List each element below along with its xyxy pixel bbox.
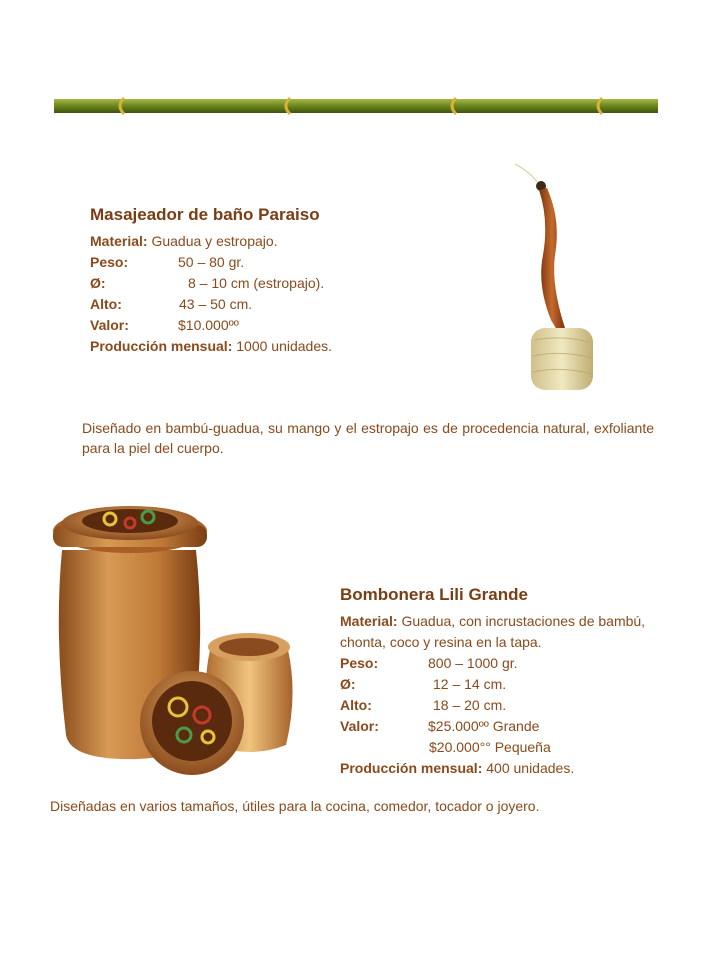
produccion-value: 1000 unidades. (236, 338, 333, 354)
product1-description: Diseñado en bambú-guadua, su mango y el estropajo es de procedencia natural, exfoliante para la piel del cuerpo. (82, 420, 654, 456)
product2-material-row (340, 611, 650, 653)
product2-valor-row-2 (340, 737, 650, 758)
product1-material-row (90, 231, 420, 252)
diameter-value: 12 – 14 cm. (433, 676, 507, 692)
product1-title: Masajeador de baño Paraiso (90, 205, 320, 224)
product2-peso-row (340, 653, 650, 674)
peso-label: Peso: (340, 655, 379, 671)
produccion-value: 400 unidades. (486, 760, 575, 776)
product1-alto-row (90, 294, 420, 315)
material-label: Material: (90, 233, 148, 249)
product1-diameter-row (90, 273, 420, 294)
produccion-label: Producción mensual: (90, 338, 233, 354)
product2-spec-block (340, 585, 650, 779)
alto-label: Alto: (340, 697, 372, 713)
valor-value: $10.000ºº (178, 317, 239, 333)
peso-value: 800 – 1000 gr. (428, 655, 518, 671)
diameter-label: Ø: (340, 676, 356, 692)
valor-value: $25.000ºº Grande (428, 718, 540, 734)
valor-label: Valor: (90, 317, 129, 333)
product1-valor-row (90, 315, 420, 336)
alto-label: Alto: (90, 296, 122, 312)
diameter-value: 8 – 10 cm (estropajo). (188, 275, 325, 291)
bamboo-pole-image (54, 96, 658, 116)
alto-value: 43 – 50 cm. (179, 296, 253, 312)
product2-valor-row (340, 716, 650, 737)
candy-jar-image (50, 495, 325, 785)
product2-description: Diseñadas en varios tamaños, útiles para la cocina, comedor, tocador o joyero. (50, 798, 540, 814)
product2-diameter-row (340, 674, 650, 695)
valor-value-small: $20.000°° Pequeña (429, 739, 551, 755)
valor-label: Valor: (340, 718, 379, 734)
product1-produccion-row (90, 336, 420, 357)
product1-peso-row (90, 252, 420, 273)
material-value: Guadua y estropajo. (151, 233, 278, 249)
bath-massager-image (505, 160, 615, 395)
product1-spec-block (90, 205, 420, 357)
alto-value: 18 – 20 cm. (433, 697, 507, 713)
product2-produccion-row (340, 758, 650, 779)
product2-alto-row (340, 695, 650, 716)
material-label: Material: (340, 613, 398, 629)
product2-title: Bombonera Lili Grande (340, 585, 528, 604)
peso-value: 50 – 80 gr. (178, 254, 245, 270)
material-value: Guadua, con incrustaciones de bambú, chonta, coco y resina en la tapa. (340, 613, 646, 650)
peso-label: Peso: (90, 254, 129, 270)
diameter-label: Ø: (90, 275, 106, 291)
produccion-label: Producción mensual: (340, 760, 483, 776)
